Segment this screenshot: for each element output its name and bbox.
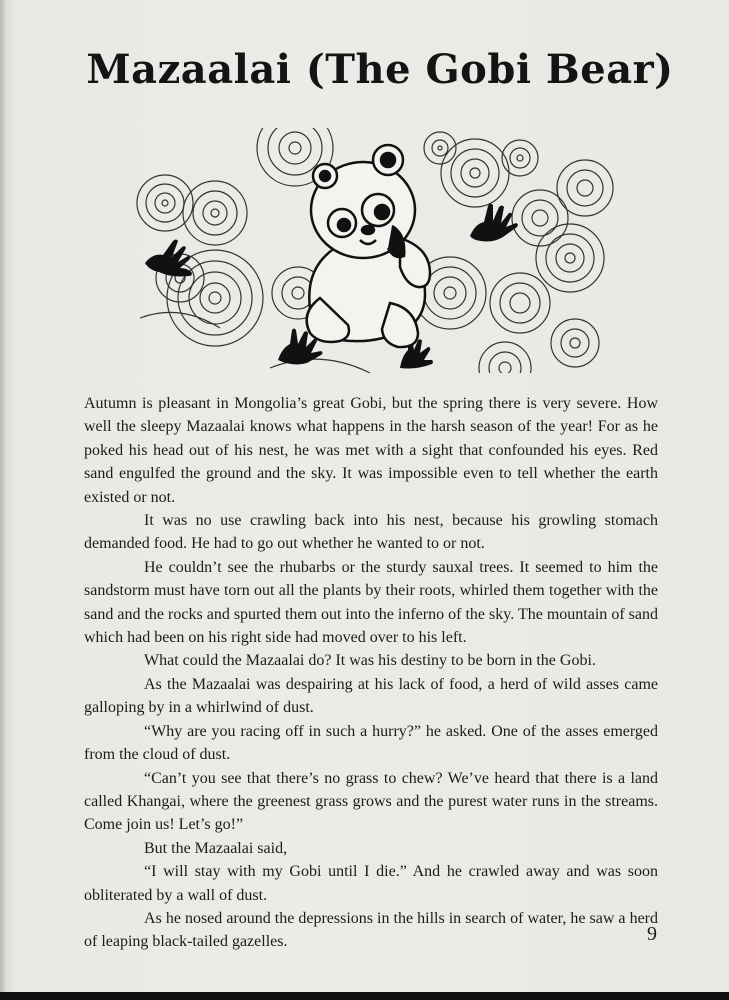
paragraph: As he nosed around the depressions in the hills in search of water, he saw a herd of leaping black-tailed gazelles.: [84, 909, 658, 951]
story-text: [84, 392, 658, 954]
swirl-icon: [536, 224, 604, 292]
swirl-icon: [502, 140, 538, 176]
paw-print-icon: [470, 204, 518, 242]
paragraph: He couldn’t see the rhubarbs or the sturdy sauxal trees. It seemed to him the sandstorm must have torn out all the plants by their roots, whirled them together with the sand and the rocks and spurted them out into the inferno of the sky. The mountain of sand which had been on his right side had moved over to his left.: [84, 558, 658, 647]
bear-illustration: [120, 128, 620, 373]
paragraph: “Why are you racing off in such a hurry?” he asked. One of the asses emerged from the cloud of dust.: [84, 722, 658, 764]
swirl-icon: [490, 273, 550, 333]
paw-print-icon: [145, 240, 192, 277]
paragraph: Autumn is pleasant in Mongolia’s great Gobi, but the spring there is very severe. How well the sleepy Mazaalai knows what happens in the harsh season of the year! For as he poked his head out of his nest, he was met with a sight that confounded his eyes. Red sand engulfed the ground and the sky. It was impossible even to tell whether the earth existed or not.: [84, 395, 658, 506]
paragraph: But the Mazaalai said,: [144, 839, 288, 857]
paragraph: As the Mazaalai was despairing at his lack of food, a herd of wild asses came galloping by in a whirlwind of dust.: [84, 675, 658, 717]
page-gutter-shadow: [0, 0, 6, 1000]
swirl-icon: [557, 160, 613, 216]
bear-icon: [307, 145, 430, 347]
paragraph: What could the Mazaalai do? It was his destiny to be born in the Gobi.: [144, 652, 596, 670]
page-title: Mazaalai (The Gobi Bear): [86, 46, 674, 93]
paragraph: “I will stay with my Gobi until I die.” And he crawled away and was soon obliterated by a wall of dust.: [84, 863, 658, 904]
paragraph: It was no use crawling back into his nest, because his growling stomach demanded food. He had to go out whether he wanted to or not.: [84, 512, 658, 553]
paragraph: “Can’t you see that there’s no grass to chew? We’ve heard that there is a land called Khangai, where the greenest grass grows and the purest water runs in the streams. Come join us! Let’s go!”: [84, 769, 658, 834]
scan-edge: [0, 992, 729, 1000]
swirl-icon: [479, 342, 531, 373]
swirl-icon: [183, 181, 247, 245]
swirl-icon: [441, 139, 509, 207]
page-number: 9: [647, 923, 657, 945]
swirl-icon: [551, 319, 599, 367]
